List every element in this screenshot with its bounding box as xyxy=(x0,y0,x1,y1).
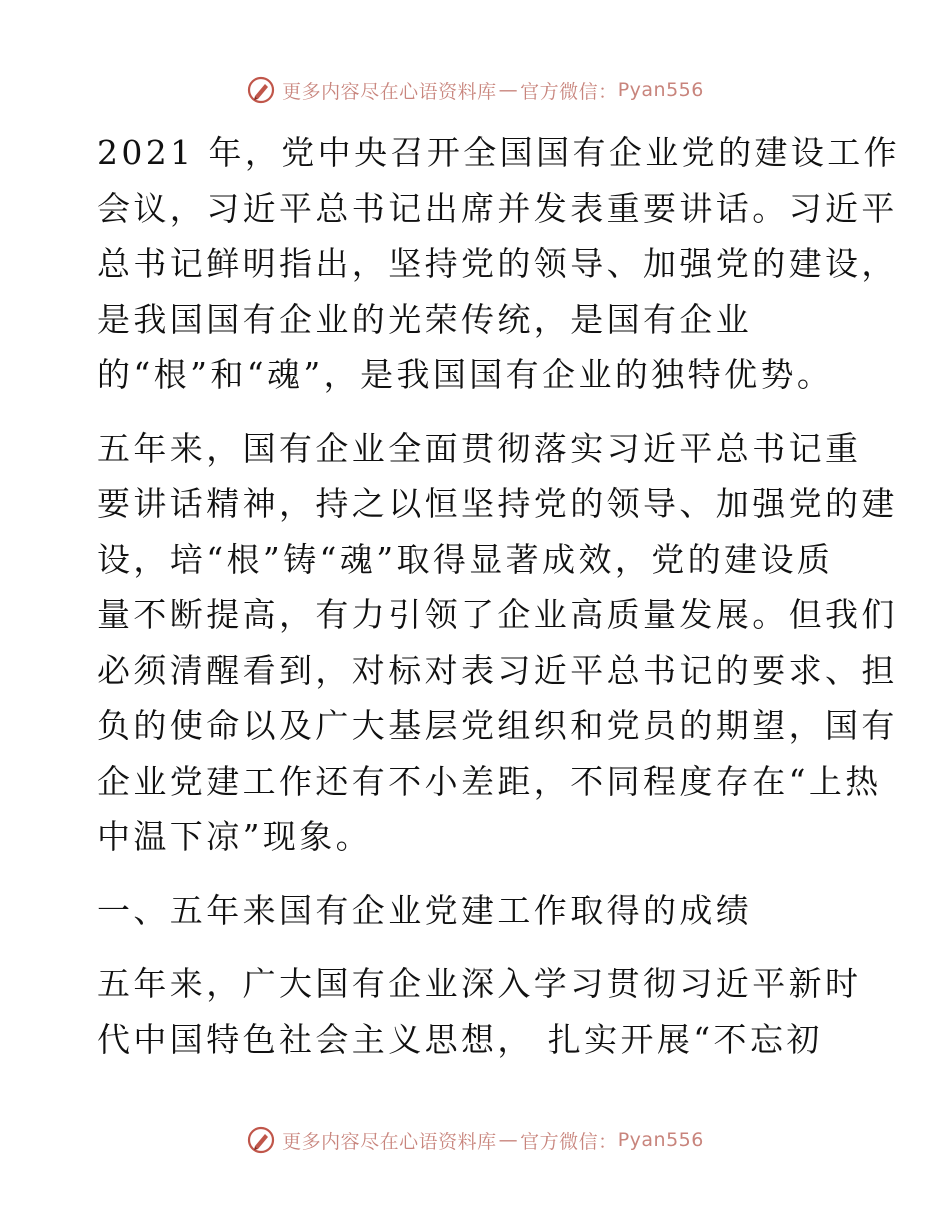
header-watermark xyxy=(0,70,950,110)
text-line: 2021 年，党中央召开全国国有企业党的建设工作 xyxy=(97,133,901,172)
text-line: 五年来，广大国有企业深入学习贯彻习近平新时 xyxy=(97,964,862,1003)
paragraph-1 xyxy=(97,125,901,403)
watermark-main-text: 更多内容尽在心语资料库 xyxy=(282,80,497,103)
text-line: 要讲话精神，持之以恒坚持党的领导、加强党的建 xyxy=(97,484,898,523)
text-line: 代中国特色社会主义思想， 扎实开展“不忘初 xyxy=(97,1019,823,1059)
paragraph-2 xyxy=(97,421,898,865)
watermark-separator: — xyxy=(498,1129,519,1151)
watermark-main-text: 更多内容尽在心语资料库 xyxy=(282,1130,497,1153)
text-line: 总书记鲜明指出，坚持党的领导、加强党的建设， xyxy=(97,244,898,283)
pen-seal-icon xyxy=(246,1125,276,1155)
text-line: 量不断提高，有力引领了企业高质量发展。但我们 xyxy=(97,595,898,634)
paragraph-3 xyxy=(97,956,862,1067)
watermark-wechat-label: 官方微信： xyxy=(520,1130,618,1153)
document-body xyxy=(97,125,901,1067)
text-line: 企业党建工作还有不小差距，不同程度存在“上热 xyxy=(97,761,882,801)
pen-seal-icon xyxy=(246,75,276,105)
text-line: 是我国国有企业的光荣传统，是国有企业 xyxy=(97,299,753,339)
paragraph-gap xyxy=(97,865,857,883)
text-line: 负的使命以及广大基层党组织和党员的期望，国有 xyxy=(97,706,898,745)
text-line: 的“根”和“魂”，是我国国有企业的独特优势。 xyxy=(97,355,834,394)
paragraph-gap xyxy=(97,938,857,956)
watermark-wechat-id: Pyan556 xyxy=(617,79,704,101)
text-line: 设，培“根”铸“魂”取得显著成效，党的建设质 xyxy=(97,539,834,579)
paragraph-gap xyxy=(97,403,857,421)
watermark-wechat-id: Pyan556 xyxy=(617,1129,704,1151)
section-heading xyxy=(97,883,857,939)
footer-watermark xyxy=(0,1120,950,1160)
text-line: 中温下凉”现象。 xyxy=(97,817,373,856)
heading-line: 一、五年来国有企业党建工作取得的成绩 xyxy=(97,890,753,930)
watermark-separator: — xyxy=(498,79,519,101)
text-line: 必须清醒看到，对标对表习近平总书记的要求、担 xyxy=(97,650,898,690)
watermark-wechat-label: 官方微信： xyxy=(520,80,618,103)
text-line: 会议，习近平总书记出席并发表重要讲话。习近平 xyxy=(97,188,898,228)
text-line: 五年来，国有企业全面贯彻落实习近平总书记重 xyxy=(97,428,862,468)
